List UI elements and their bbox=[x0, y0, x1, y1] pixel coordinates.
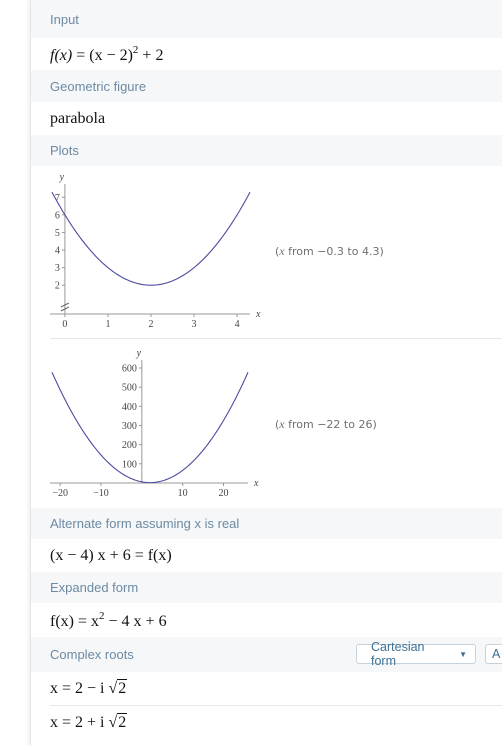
sqrt-icon: √2 bbox=[108, 713, 127, 731]
x-tick-label: 1 bbox=[105, 319, 111, 330]
x-tick-label: 10 bbox=[177, 488, 188, 499]
root-2-radicand: 2 bbox=[118, 713, 127, 731]
geometric-title: Geometric figure bbox=[50, 78, 147, 94]
sqrt-icon: √2 bbox=[108, 679, 127, 697]
y-axis-label: y bbox=[59, 172, 65, 183]
plots-pod-title bbox=[31, 135, 502, 166]
plot-2-caption-var: x bbox=[279, 417, 285, 431]
root-1-radicand: 2 bbox=[118, 679, 127, 697]
input-tail: + 2 bbox=[142, 46, 164, 64]
y-tick-label: 5 bbox=[54, 227, 60, 239]
plot-2-caption-range: from −22 to 26 bbox=[288, 418, 373, 431]
roots-title: Complex roots bbox=[50, 647, 134, 662]
x-tick-label: −20 bbox=[52, 488, 68, 499]
y-tick-label: 500 bbox=[121, 382, 137, 394]
geometric-value: parabola bbox=[50, 109, 106, 127]
alternate-form-value bbox=[31, 539, 502, 572]
y-tick-label: 6 bbox=[54, 210, 60, 222]
x-tick-label: 0 bbox=[62, 319, 68, 330]
alternate-pod-title bbox=[31, 508, 502, 539]
y-tick-label: 600 bbox=[121, 363, 137, 375]
plot-2-caption: (x from −22 to 26) bbox=[275, 417, 377, 431]
y-tick-label: 7 bbox=[54, 192, 60, 204]
input-lhs: f(x) bbox=[50, 46, 73, 64]
expanded-pod-title bbox=[31, 572, 502, 603]
plot-2-row bbox=[31, 339, 502, 508]
geometric-pod-title bbox=[31, 70, 502, 102]
cartesian-form-button[interactable] bbox=[356, 640, 476, 668]
y-tick-label: 400 bbox=[121, 401, 137, 413]
x-tick-label: 3 bbox=[191, 319, 197, 330]
y-tick-label: 3 bbox=[54, 263, 60, 275]
root-1-prefix: x = 2 − i bbox=[50, 679, 105, 697]
x-axis-label: x bbox=[254, 478, 259, 489]
y-tick-label: 300 bbox=[121, 421, 137, 432]
parabola-curve bbox=[52, 372, 248, 482]
input-pod-title bbox=[31, 0, 502, 38]
alternate-form-button-label: A bbox=[492, 647, 501, 661]
y-axis-label: y bbox=[136, 348, 142, 359]
alternate-value: (x − 4) x + 6 = f(x) bbox=[50, 546, 172, 564]
plot-1-caption: (x from −0.3 to 4.3) bbox=[275, 244, 384, 258]
expanded-tail: − 4 x + 6 bbox=[108, 612, 167, 630]
plot-1-caption-range: from −0.3 to 4.3 bbox=[288, 245, 380, 258]
root-2-prefix: x = 2 + i bbox=[50, 713, 105, 731]
plots-title: Plots bbox=[50, 143, 79, 158]
expanded-exponent: 2 bbox=[99, 609, 105, 622]
input-exponent: 2 bbox=[132, 43, 139, 56]
x-tick-label: 20 bbox=[218, 488, 229, 499]
geometric-figure-value bbox=[31, 102, 502, 135]
plot-2[interactable] bbox=[31, 339, 271, 508]
y-tick-label: 2 bbox=[54, 280, 60, 292]
input-eq: = bbox=[76, 46, 86, 64]
x-tick-label: −10 bbox=[93, 488, 109, 499]
y-tick-label: 100 bbox=[121, 459, 137, 471]
results-panel bbox=[30, 0, 502, 746]
expanded-lhs: f(x) = x bbox=[50, 612, 100, 630]
alternate-form-button[interactable] bbox=[485, 644, 502, 664]
input-base: (x − 2) bbox=[89, 46, 133, 64]
parabola-curve bbox=[52, 192, 250, 285]
expanded-title: Expanded form bbox=[50, 580, 139, 595]
plot-1-row bbox=[31, 166, 502, 338]
cartesian-form-label: Cartesian form bbox=[371, 640, 425, 668]
x-axis-label: x bbox=[256, 309, 261, 320]
input-title: Input bbox=[50, 11, 79, 27]
root-2 bbox=[31, 706, 502, 739]
alternate-title: Alternate form assuming x is real bbox=[50, 516, 240, 531]
root-1 bbox=[31, 672, 502, 705]
y-tick-label: 4 bbox=[54, 245, 60, 257]
y-tick-label: 200 bbox=[121, 440, 137, 452]
plot-1-caption-var: x bbox=[279, 244, 285, 258]
input-expression bbox=[31, 38, 502, 70]
x-tick-label: 4 bbox=[234, 319, 240, 330]
chevron-down-icon: ▼ bbox=[459, 649, 467, 659]
expanded-form-value bbox=[31, 603, 502, 637]
plot-1[interactable] bbox=[31, 166, 271, 338]
x-tick-label: 2 bbox=[148, 319, 154, 330]
